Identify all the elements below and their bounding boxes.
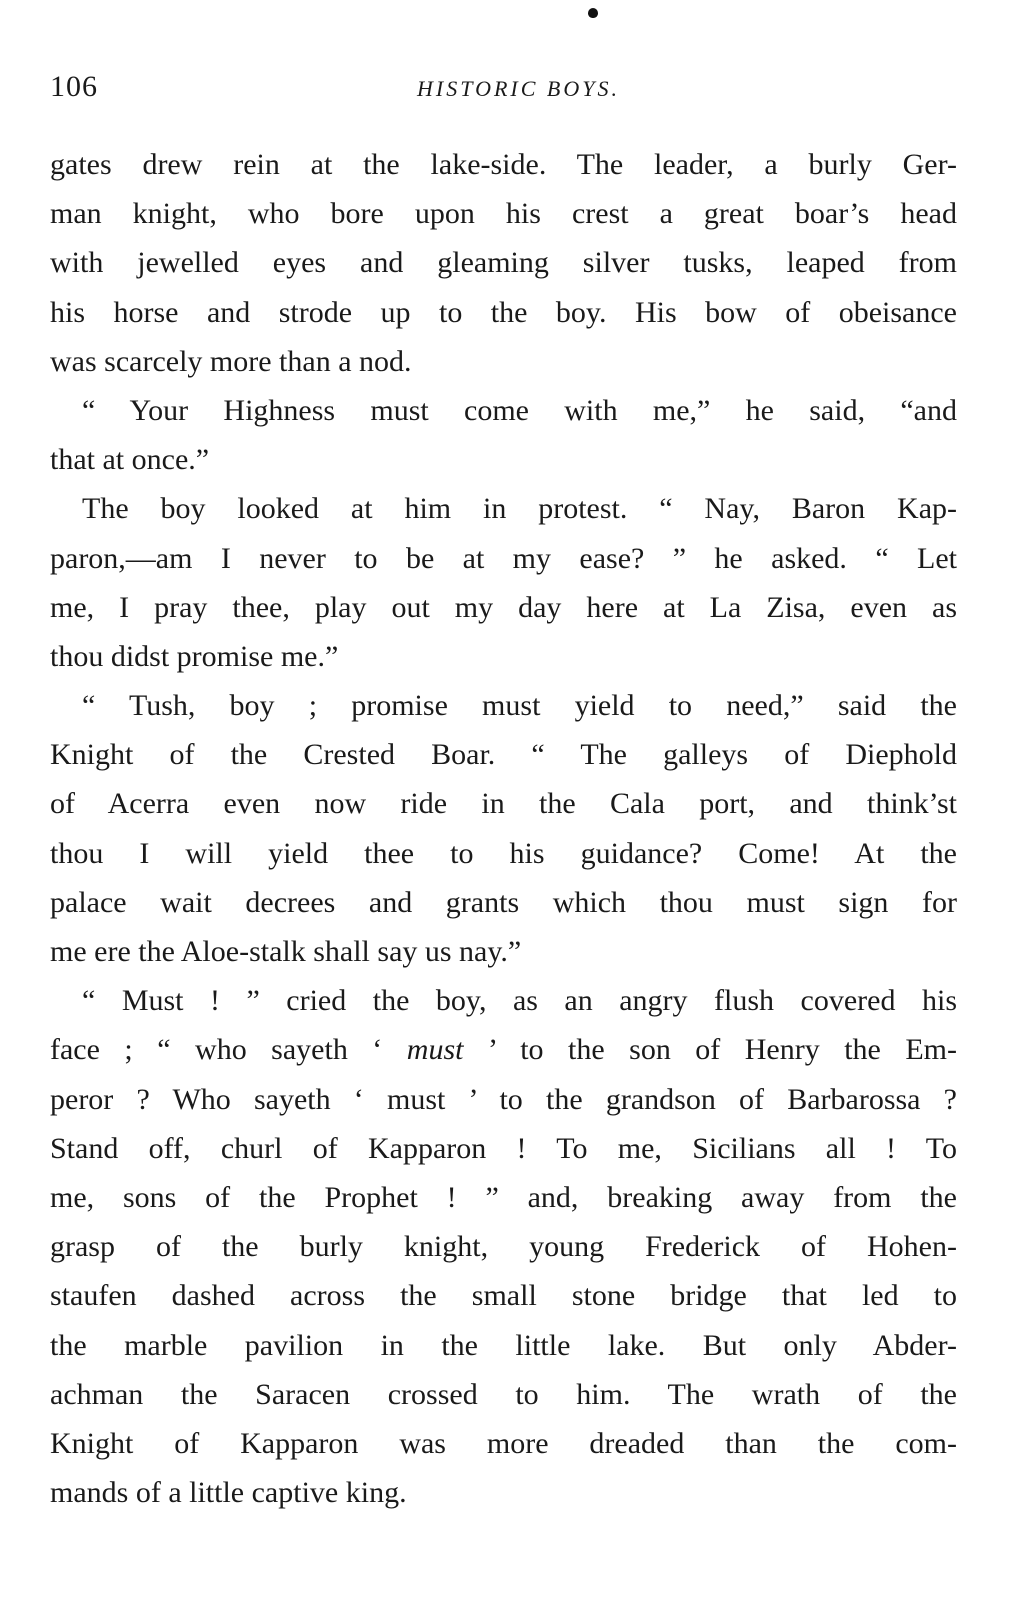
text-line: paron,—am I never to be at my ease? ” he asked. “ Let [50, 541, 957, 575]
text-line: Stand off, churl of Kapparon ! To me, Sicilians all ! To [50, 1131, 957, 1165]
emphasized-word: must [406, 1033, 464, 1067]
text-line: “ Your Highness must come with me,” he said, “and [82, 393, 957, 427]
text-line: achman the Saracen crossed to him. The wrath of the [50, 1377, 957, 1411]
body-text [50, 140, 957, 1517]
text-line: palace wait decrees and grants which thou must sign for [50, 885, 957, 919]
ink-mark [588, 8, 598, 18]
text-line: with jewelled eyes and gleaming silver tusks, leaped from [50, 246, 957, 280]
text-line: his horse and strode up to the boy. His bow of obeisance [50, 295, 957, 329]
text-line: Knight of Kapparon was more dreaded than the com- [50, 1426, 957, 1460]
text-line: gates drew rein at the lake-side. The leader, a burly Ger- [50, 148, 957, 181]
text-line: me, I pray thee, play out my day here at La Zisa, even as [50, 590, 957, 624]
page-header [50, 70, 957, 110]
text-line: staufen dashed across the small stone bridge that led to [50, 1279, 957, 1313]
text-line: The boy looked at him in protest. “ Nay, Baron Kap- [82, 492, 957, 526]
text-line: man knight, who bore upon his crest a great boar’s head [50, 197, 957, 231]
text-segment: ’ to the son of Henry the Em- [463, 1033, 958, 1067]
text-line: thou didst promise me.” [50, 639, 339, 673]
text-line: the marble pavilion in the little lake. But only Abder- [50, 1328, 957, 1362]
text-line: of Acerra even now ride in the Cala port, and think’st [50, 787, 957, 821]
text-line: Knight of the Crested Boar. “ The galleys of Diephold [50, 738, 957, 772]
text-line: me, sons of the Prophet ! ” and, breaking away from the [50, 1180, 957, 1214]
text-line: grasp of the burly knight, young Frederick of Hohen- [50, 1230, 957, 1264]
text-segment: face ; “ who sayeth ‘ [50, 1033, 407, 1067]
text-line: peror ? Who sayeth ‘ must ’ to the grandson of Barbarossa ? [50, 1082, 957, 1116]
text-line: thou I will yield thee to his guidance? Come! At the [50, 836, 957, 870]
running-title: HISTORIC BOYS. [417, 76, 620, 101]
page-number: 106 [50, 70, 98, 103]
text-line: “ Must ! ” cried the boy, as an angry flush covered his [82, 984, 957, 1018]
text-line-with-emphasis [50, 1025, 957, 1074]
text-line: that at once.” [50, 443, 210, 477]
text-line: me ere the Aloe-stalk shall say us nay.” [50, 935, 522, 968]
text-line: was scarcely more than a nod. [50, 344, 412, 378]
text-line: “ Tush, boy ; promise must yield to need,” said the [82, 689, 957, 723]
text-line: mands of a little captive king. [50, 1476, 407, 1510]
